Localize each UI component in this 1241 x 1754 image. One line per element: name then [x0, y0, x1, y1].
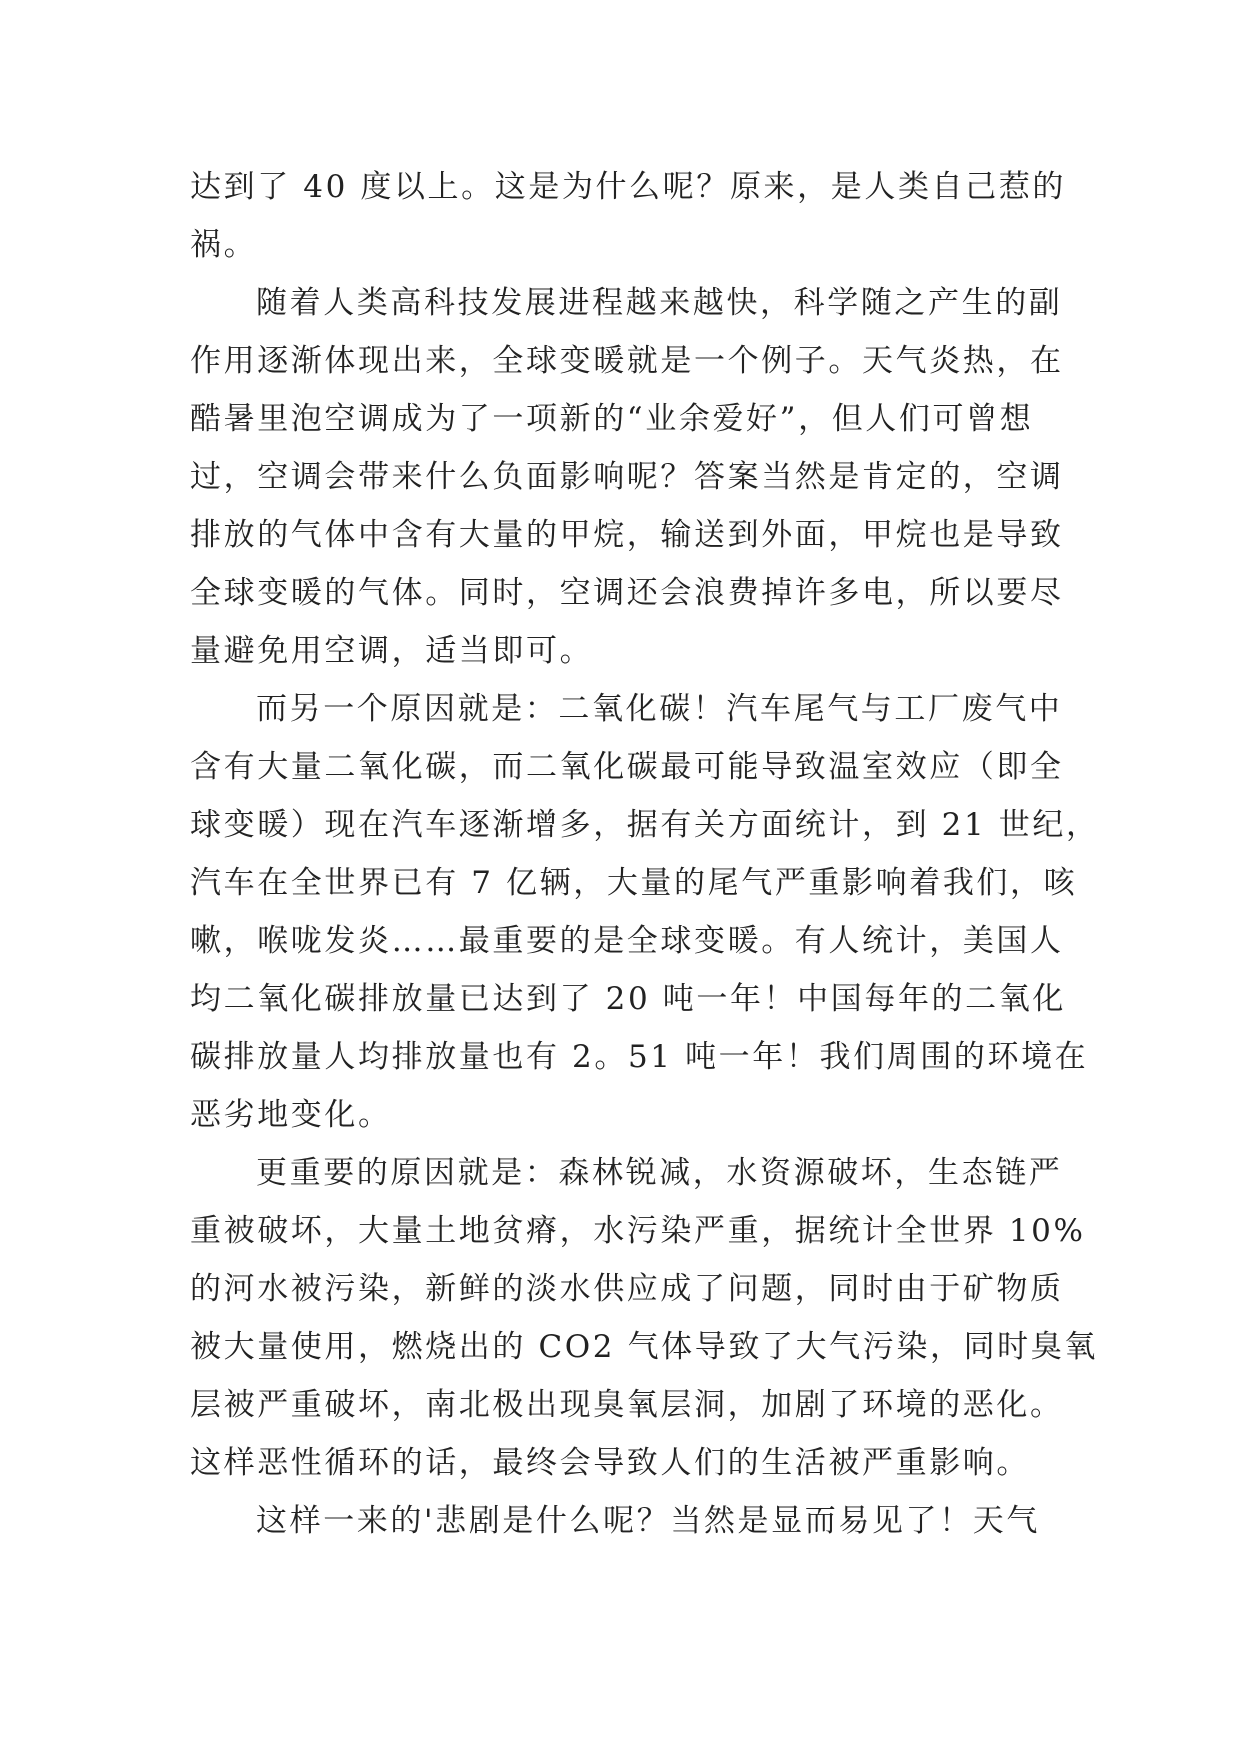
text-line: 全球变暖的气体。同时，空调还会浪费掉许多电，所以要尽: [190, 575, 1064, 611]
text-line: 重被破坏，大量土地贫瘠，水污染严重，据统计全世界 10%: [190, 1213, 1086, 1249]
text-line: 含有大量二氧化碳，而二氧化碳最可能导致温室效应（即全: [190, 749, 1064, 785]
text-line: 均二氧化碳排放量已达到了 20 吨一年！中国每年的二氧化: [190, 981, 1066, 1017]
text-line: 达到了 40 度以上。这是为什么呢？原来，是人类自己惹的: [190, 169, 1066, 205]
text-line: 碳排放量人均排放量也有 2。51 吨一年！我们周围的环境在: [190, 1039, 1089, 1075]
text-line: 祸。: [190, 227, 258, 263]
text-line: 球变暖）现在汽车逐渐增多，据有关方面统计，到 21 世纪，: [190, 807, 1100, 843]
text-line: 作用逐渐体现出来，全球变暖就是一个例子。天气炎热，在: [190, 343, 1064, 379]
text-line: 量避免用空调，适当即可。: [190, 633, 594, 669]
text-line: 的河水被污染，新鲜的淡水供应成了问题，同时由于矿物质: [190, 1271, 1064, 1307]
text-line: 过，空调会带来什么负面影响呢？答案当然是肯定的，空调: [190, 459, 1064, 495]
text-line: 这样恶性循环的话，最终会导致人们的生活被严重影响。: [190, 1445, 1030, 1481]
text-line: 层被严重破坏，南北极出现臭氧层洞，加剧了环境的恶化。: [190, 1387, 1064, 1423]
body-text: [190, 158, 1100, 1550]
text-line: 排放的气体中含有大量的甲烷，输送到外面，甲烷也是导致: [190, 517, 1064, 553]
text-line: 恶劣地变化。: [190, 1097, 392, 1133]
text-line: 酷暑里泡空调成为了一项新的“业余爱好”，但人们可曾想: [190, 401, 1034, 437]
paragraph-first-line: 而另一个原因就是：二氧化碳！汽车尾气与工厂废气中: [256, 691, 1063, 727]
text-line: 汽车在全世界已有 7 亿辆，大量的尾气严重影响着我们，咳: [190, 865, 1078, 901]
paragraph-first-line: 这样一来的'悲剧是什么呢？当然是显而易见了！天气: [256, 1503, 1040, 1539]
paragraph-first-line: 随着人类高科技发展进程越来越快，科学随之产生的副: [256, 285, 1063, 321]
text-line: 嗽，喉咙发炎……最重要的是全球变暖。有人统计，美国人: [190, 923, 1064, 959]
text-line: 被大量使用，燃烧出的 CO2 气体导致了大气污染，同时臭氧: [190, 1329, 1098, 1365]
paragraph-first-line: 更重要的原因就是：森林锐减，水资源破坏，生态链严: [256, 1155, 1063, 1191]
